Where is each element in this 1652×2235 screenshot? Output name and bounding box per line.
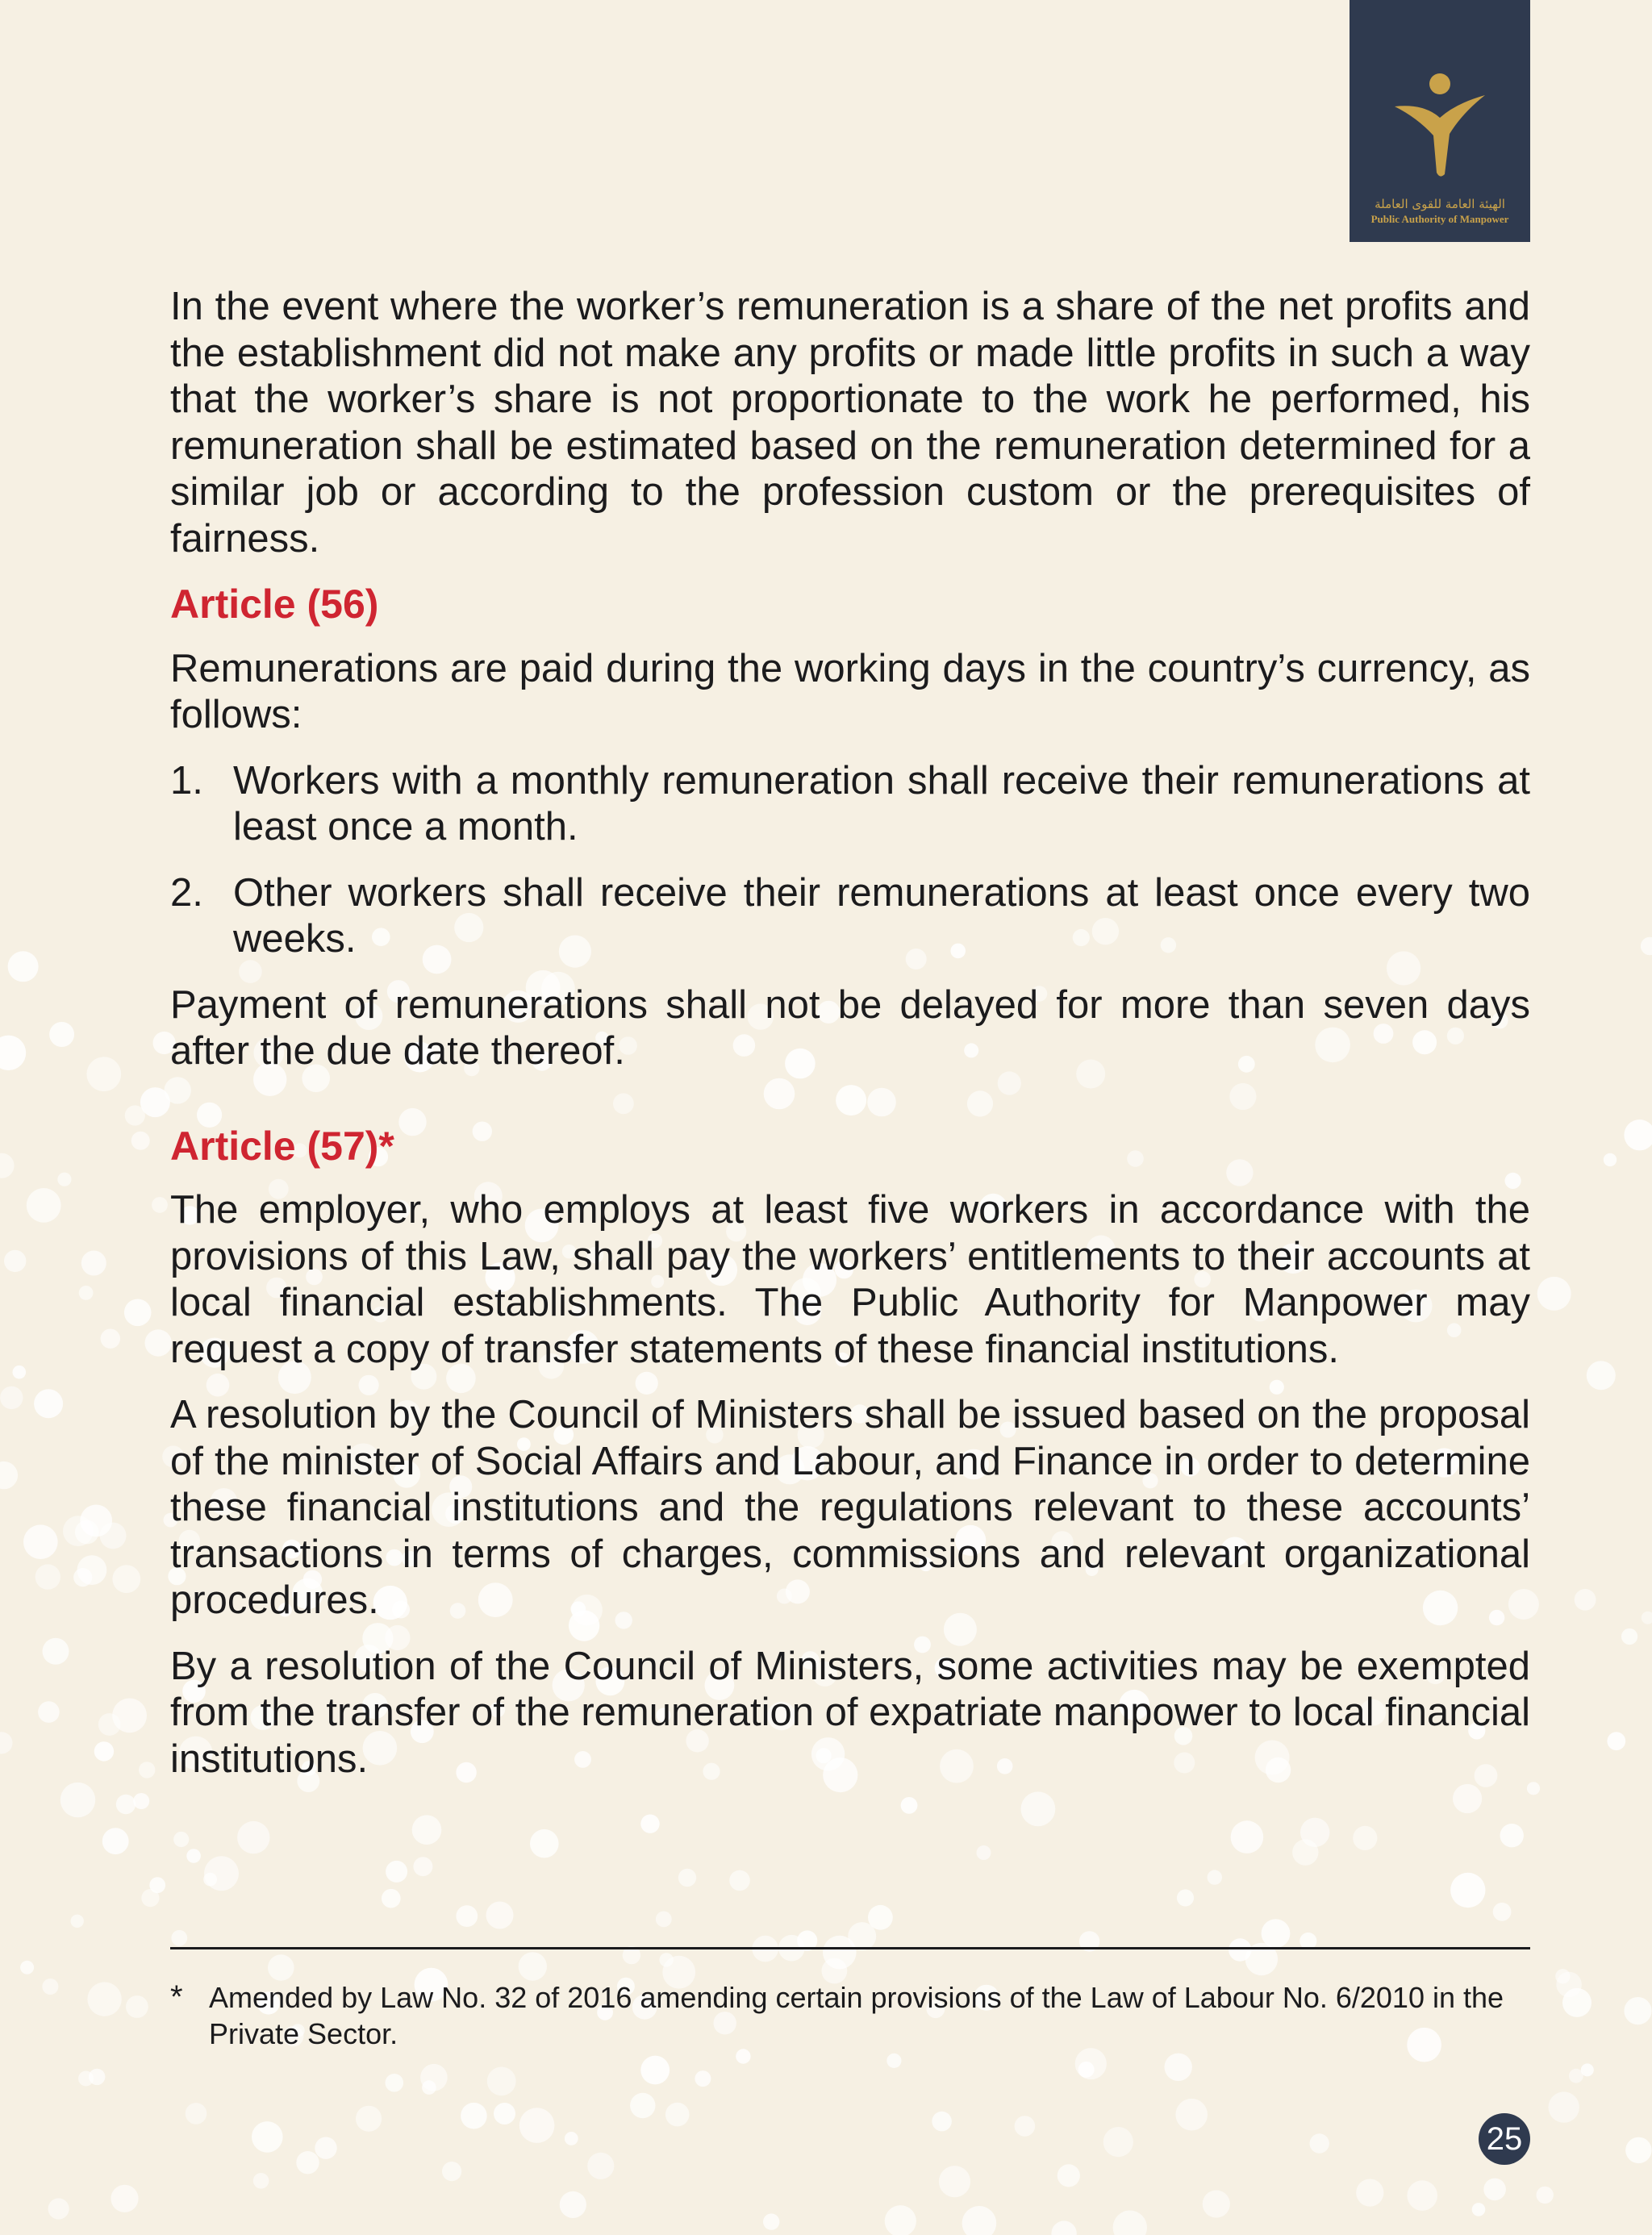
background-dot bbox=[1625, 2137, 1651, 2163]
background-dot bbox=[886, 2054, 901, 2068]
page-content bbox=[170, 284, 1530, 1802]
background-dot bbox=[79, 1286, 94, 1300]
background-dot bbox=[939, 2166, 970, 2197]
background-dot bbox=[1262, 1919, 1291, 1948]
article-57-paragraph: The employer, who employs at least five workers in accordance with the provisions of this Law, shall pay the workers’ entitlements to their accounts at local financial establishments. The Public Authority for Manpower may request a copy of transfer statements of these financial institutions. bbox=[170, 1188, 1530, 1371]
background-dot bbox=[1353, 1826, 1377, 1850]
list-item-number: 2. bbox=[170, 870, 203, 915]
background-dot bbox=[4, 1250, 26, 1272]
background-dot bbox=[695, 2070, 711, 2087]
background-dot bbox=[186, 2103, 207, 2125]
article-57-paragraph: By a resolution of the Council of Ministers, some activities may be exempted from the transfer of the remuneration of expatriate manpower to local financial institutions. bbox=[170, 1644, 1530, 1781]
background-dot bbox=[1587, 1361, 1616, 1390]
background-dot bbox=[1569, 2069, 1583, 2083]
background-dot bbox=[1641, 937, 1652, 955]
list-item bbox=[170, 870, 1530, 963]
background-dot bbox=[1642, 1612, 1652, 1624]
background-dot bbox=[1356, 2179, 1383, 2207]
background-dot bbox=[656, 1912, 672, 1928]
background-dot bbox=[1549, 2091, 1579, 2122]
background-dot bbox=[38, 1701, 60, 1723]
background-dot bbox=[35, 1564, 60, 1589]
background-dot bbox=[519, 2108, 555, 2143]
logo-english-text: Public Authority of Manpower bbox=[1370, 213, 1509, 225]
background-dot bbox=[1604, 1153, 1617, 1166]
footnote bbox=[170, 1979, 1530, 2052]
background-dot bbox=[0, 1386, 23, 1409]
background-dot bbox=[461, 2103, 487, 2129]
authority-logo bbox=[1350, 0, 1530, 242]
list-item-text: Other workers shall receive their remunerations at least once every two weeks. bbox=[233, 870, 1530, 961]
background-dot bbox=[1113, 2211, 1147, 2235]
background-dot bbox=[885, 2205, 916, 2235]
background-dot bbox=[1493, 1903, 1512, 1921]
background-dot bbox=[145, 1329, 172, 1356]
background-dot bbox=[20, 1961, 34, 1974]
background-dot bbox=[587, 2153, 614, 2179]
background-dot bbox=[1450, 1873, 1485, 1908]
background-dot bbox=[77, 1555, 107, 1585]
background-dot bbox=[413, 1857, 432, 1876]
background-dot bbox=[487, 2067, 516, 2096]
logo-arabic-text: الهيئة العامة للقوى العاملة bbox=[1375, 197, 1505, 211]
background-dot bbox=[102, 1828, 129, 1854]
background-dot bbox=[386, 2074, 404, 2092]
list-item bbox=[170, 758, 1530, 851]
background-dot bbox=[80, 1505, 112, 1537]
background-dot bbox=[0, 1732, 13, 1753]
background-dot bbox=[204, 1856, 239, 1891]
background-dot bbox=[237, 1821, 269, 1853]
article-57-title: Article (57)* bbox=[170, 1123, 394, 1169]
background-dot bbox=[101, 1329, 120, 1349]
list-item-number: 1. bbox=[170, 758, 203, 803]
background-dot bbox=[87, 1982, 121, 2016]
background-dot bbox=[1300, 1818, 1329, 1847]
background-dot bbox=[0, 1153, 15, 1178]
background-dot bbox=[1203, 2190, 1230, 2217]
background-dot bbox=[1310, 2133, 1329, 2153]
footnote-divider bbox=[170, 1947, 1530, 1949]
background-dot bbox=[1575, 1589, 1596, 1611]
background-dot bbox=[89, 2069, 105, 2085]
background-dot bbox=[356, 2106, 382, 2132]
background-dot bbox=[977, 1845, 991, 1860]
background-dot bbox=[659, 1953, 673, 1966]
background-dot bbox=[1015, 2116, 1036, 2137]
background-dot bbox=[665, 2103, 690, 2127]
background-dot bbox=[1472, 2203, 1486, 2216]
background-dot bbox=[442, 2162, 461, 2181]
footnote-text: Amended by Law No. 32 of 2016 amending certain provisions of the Law of Labour No. 6/2010 in the Private Sector. bbox=[209, 1981, 1504, 2050]
background-dot bbox=[565, 2132, 578, 2145]
background-dot bbox=[560, 2191, 586, 2218]
background-dot bbox=[422, 2080, 436, 2095]
background-dot bbox=[141, 1889, 159, 1907]
manpower-figure-icon bbox=[1391, 71, 1488, 184]
background-dot bbox=[98, 1713, 121, 1736]
background-dot bbox=[640, 1815, 659, 1833]
background-dot bbox=[1175, 2099, 1208, 2131]
list-item-text: Workers with a monthly remuneration shall receive their remunerations at least once a month. bbox=[233, 758, 1530, 849]
background-dot bbox=[111, 2185, 138, 2212]
background-dot bbox=[124, 1299, 152, 1327]
article-56-title: Article (56) bbox=[170, 582, 379, 627]
background-dot bbox=[382, 1889, 401, 1908]
background-dot bbox=[1500, 1824, 1524, 1847]
background-dot bbox=[1483, 2179, 1506, 2201]
background-dot bbox=[23, 1524, 58, 1559]
background-dot bbox=[112, 1565, 140, 1593]
background-dot bbox=[1537, 1277, 1571, 1311]
intro-paragraph: In the event where the worker’s remuneration is a share of the net profits and the establishment did not make any profits or made little profits in such a way that the worker’s share is not proportionate to the work he performed, his remuneration shall be estimated based on the remuneration determined for a similar job or according to the profession custom or the prerequisites of fairness. bbox=[170, 285, 1530, 561]
background-dot bbox=[86, 1057, 121, 1091]
background-dot bbox=[139, 1762, 155, 1778]
background-dot bbox=[60, 1783, 95, 1817]
background-dot bbox=[1624, 1997, 1651, 2024]
background-dot bbox=[1607, 1732, 1625, 1750]
background-dot bbox=[1208, 1870, 1222, 1884]
background-dot bbox=[171, 1930, 187, 1946]
background-dot bbox=[34, 1389, 63, 1418]
background-dot bbox=[12, 1366, 26, 1379]
background-dot bbox=[1058, 2164, 1080, 2187]
background-dot bbox=[315, 2137, 336, 2159]
page-number: 25 bbox=[1479, 2113, 1530, 2165]
background-dot bbox=[71, 1915, 84, 1928]
background-dot bbox=[116, 1795, 136, 1814]
background-dot bbox=[1556, 1972, 1582, 1998]
background-dot bbox=[530, 1829, 559, 1858]
background-dot bbox=[186, 1849, 201, 1863]
background-dot bbox=[962, 2206, 997, 2235]
background-dot bbox=[932, 2112, 952, 2132]
article-57-paragraph: A resolution by the Council of Ministers shall be issued based on the proposal of the minister of Social Affairs and Labour, and Finance in order to determine these financial institutions and the regulations relevant to these accounts’ transactions in terms of charges, commissions and relevant organizational procedures. bbox=[170, 1393, 1530, 1622]
background-dot bbox=[1165, 2054, 1192, 2081]
background-dot bbox=[253, 2173, 269, 2189]
background-dot bbox=[1231, 1820, 1264, 1853]
background-dot bbox=[133, 1793, 149, 1809]
background-dot bbox=[640, 2056, 670, 2085]
background-dot bbox=[126, 1995, 148, 2018]
background-dot bbox=[94, 1741, 114, 1761]
background-dot bbox=[131, 1132, 150, 1150]
background-dot bbox=[268, 1954, 294, 1981]
background-dot bbox=[519, 1952, 547, 1980]
background-dot bbox=[0, 1036, 26, 1070]
background-dot bbox=[1624, 1120, 1652, 1150]
background-dot bbox=[729, 1870, 750, 1891]
background-dot bbox=[173, 1832, 189, 1847]
background-dot bbox=[1621, 1628, 1637, 1645]
background-dot bbox=[42, 1979, 58, 1995]
background-dot bbox=[1177, 1889, 1194, 1906]
background-dot bbox=[48, 2198, 69, 2219]
article-56-closing: Payment of remunerations shall not be delayed for more than seven days after the due date thereof. bbox=[170, 982, 1530, 1073]
background-dot bbox=[8, 951, 39, 982]
background-dot bbox=[1103, 2127, 1133, 2157]
background-dot bbox=[152, 1197, 168, 1213]
background-dot bbox=[386, 1861, 407, 1883]
background-dot bbox=[49, 1022, 74, 1047]
background-dot bbox=[763, 2213, 779, 2229]
background-dot bbox=[494, 2103, 515, 2125]
background-dot bbox=[1078, 2062, 1095, 2078]
background-dot bbox=[630, 2093, 655, 2118]
background-dot bbox=[81, 1251, 106, 1276]
background-dot bbox=[678, 1869, 696, 1887]
background-dot bbox=[412, 1815, 442, 1845]
background-dot bbox=[848, 1922, 876, 1950]
footnote-marker: * bbox=[170, 1979, 183, 2015]
background-dot bbox=[296, 2151, 319, 2174]
background-dot bbox=[43, 1638, 69, 1665]
background-dot bbox=[1407, 2180, 1437, 2211]
background-dot bbox=[486, 1902, 514, 1929]
background-dot bbox=[27, 1188, 61, 1223]
background-dot bbox=[57, 1173, 71, 1186]
background-dot bbox=[0, 1462, 18, 1489]
background-dot bbox=[252, 2121, 283, 2153]
background-dot bbox=[1537, 2187, 1554, 2204]
background-dot bbox=[456, 1905, 478, 1927]
article-56-intro: Remunerations are paid during the working days in the country’s currency, as follows: bbox=[170, 646, 1530, 736]
background-dot bbox=[1051, 2220, 1076, 2235]
